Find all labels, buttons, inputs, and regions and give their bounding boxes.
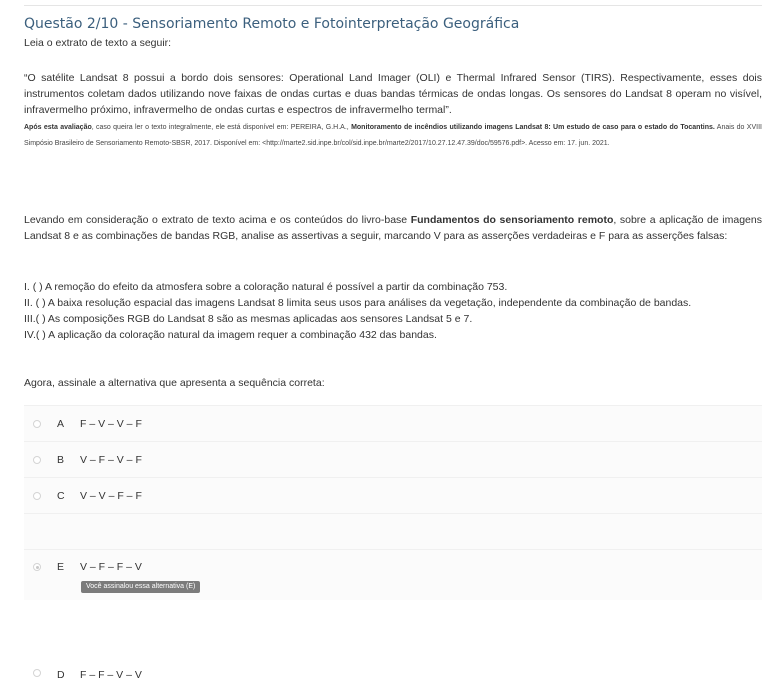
- assertion-2: II. ( ) A baixa resolução espacial das imagens Landsat 8 limita seus usos para análises da vegetação, independente da combinação de bandas.: [24, 297, 692, 309]
- source-citation: [24, 120, 762, 152]
- source-part1: , caso queira ler o texto integralmente, ele está disponível em: PEREIRA, G.H.A.,: [91, 124, 352, 131]
- option-text: F – F – V – V: [80, 669, 142, 681]
- assertion-4: IV.( ) A aplicação da coloração natural da imagem requer a combinação 432 das bandas.: [24, 329, 437, 341]
- question-intro: Leia o extrato de texto a seguir:: [24, 37, 172, 49]
- radio-b[interactable]: [33, 456, 41, 464]
- option-text: V – F – F – V: [80, 561, 142, 573]
- radio-c[interactable]: [33, 492, 41, 500]
- option-e[interactable]: [24, 549, 762, 600]
- assertion-1: I. ( ) A remoção do efeito da atmosfera sobre a coloração natural é possível a partir da combinação 753.: [24, 281, 508, 293]
- context-part2: , sobre a aplicação de imagens Landsat 8 e as combinações de bandas RGB, analise as assertivas a seguir, marcando V para as asserções verdadeiras e F para as asserções falsas:: [24, 214, 762, 242]
- top-divider: [24, 5, 762, 6]
- source-part2: Anais do XVIII Simpósio Brasileiro de Sensoriamento Remoto-SBSR, 2017. Disponível em: <http://marte2.sid.inpe.br/col/sid.inpe.br/marte2/2017/10.27.12.47.39/doc/59576.pdf>. Acesso em: 17. jun. 2021.: [24, 124, 762, 147]
- option-letter: D: [57, 669, 65, 681]
- option-b[interactable]: [24, 441, 762, 477]
- radio-a[interactable]: [33, 420, 41, 428]
- assertions-list: [24, 279, 762, 343]
- source-lead: Após esta avaliação: [24, 124, 92, 131]
- option-c[interactable]: [24, 477, 762, 513]
- option-letter: E: [57, 561, 65, 573]
- option-text: V – F – V – F: [80, 453, 142, 466]
- option-letter: A: [57, 417, 65, 430]
- context-text: [24, 212, 762, 244]
- question-title: Questão 2/10 - Sensoriamento Remoto e Fotointerpretação Geográfica: [24, 16, 520, 32]
- context-book: Fundamentos do sensoriamento remoto: [410, 214, 614, 226]
- selected-answer-badge: Você assinalou essa alternativa (E): [81, 581, 200, 593]
- option-letter: B: [57, 453, 65, 466]
- option-text: F – V – V – F: [80, 417, 142, 430]
- option-text: V – V – F – F: [80, 489, 142, 502]
- option-letter: C: [57, 489, 65, 502]
- quote-text: “O satélite Landsat 8 possui a bordo dois sensores: Operational Land Imager (OLI) e Thermal Infrared Sensor (TIRS). Respectivamente, esses dois instrumentos coletam dados utilizando nove faixas de ondas curtas e duas bandas térmicas de ondas longas. Os sensores do Landsat 8 operam no visível, infravermelho próximo, infravermelho de ondas curtas e espectros de infravermelho termal”.: [24, 72, 762, 116]
- radio-d[interactable]: [33, 669, 41, 677]
- source-work-title: Monitoramento de incêndios utilizando imagens Landsat 8: Um estudo de caso para o estado do Tocantins.: [351, 124, 715, 131]
- context-part1: Levando em consideração o extrato de texto acima e os conteúdos do livro-base: [24, 214, 411, 226]
- option-a[interactable]: [24, 405, 762, 441]
- assertion-3: III.( ) As composições RGB do Landsat 8 são as mesmas aplicadas aos sensores Landsat 5 e 7.: [24, 313, 473, 325]
- radio-e-selected[interactable]: [33, 563, 41, 571]
- question-prompt: Agora, assinale a alternativa que apresenta a sequência correta:: [24, 377, 325, 389]
- option-e-row[interactable]: [24, 560, 142, 574]
